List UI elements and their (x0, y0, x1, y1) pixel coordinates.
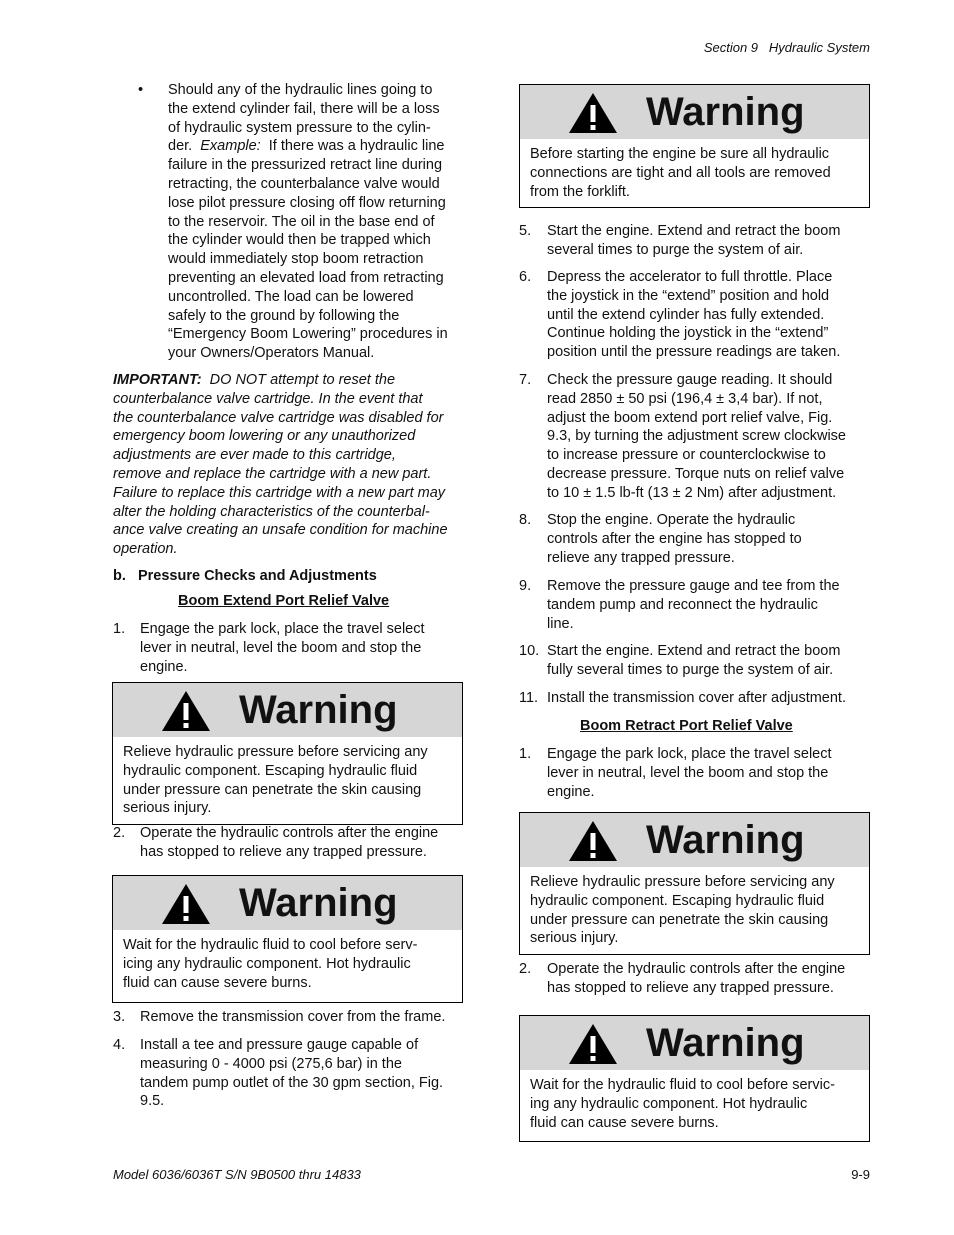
text-line: Engage the park lock, place the travel select (547, 746, 832, 762)
text-line: Before starting the engine be sure all hydraulic (530, 146, 830, 162)
step-number: 10. (519, 643, 540, 659)
text-line: retracting, the counterbalance valve would (168, 175, 440, 192)
text-span: If there was a hydraulic line (260, 138, 445, 155)
subheading-retract: Boom Retract Port Relief Valve (580, 718, 793, 734)
step-3-text (140, 1008, 480, 1027)
text-line: emergency boom lowering or any unauthorized (113, 428, 416, 445)
text-line: the joystick in the “extend” position and hold (547, 287, 830, 304)
text-line: uncontrolled. The load can be lowered (168, 288, 414, 305)
subheading-extend: Boom Extend Port Relief Valve (178, 593, 390, 609)
bullet-dot: • (138, 82, 144, 98)
text-line: Wait for the hydraulic fluid to cool before serv- (123, 937, 418, 953)
text-line: hydraulic component. Escaping hydraulic fluid (530, 892, 825, 909)
text-line (113, 371, 483, 390)
step-number: 9. (519, 578, 532, 594)
text-line: Operate the hydraulic controls after the engine (547, 961, 846, 977)
step-number: 7. (519, 372, 532, 388)
retract-step-2-text (547, 960, 877, 998)
text-line: tandem pump and reconnect the hydraulic (547, 596, 818, 613)
warning-box (112, 875, 463, 1003)
text-line: would immediately stop boom retraction (168, 251, 424, 268)
step-number: 2. (113, 825, 126, 841)
text-line: preventing an elevated load from retracting (168, 269, 444, 286)
text-line: Operate the hydraulic controls after the engine (140, 825, 439, 841)
text-line: the cylinder would then be trapped which (168, 232, 431, 249)
warning-triangle-icon (568, 820, 618, 862)
text-line: lose pilot pressure closing off flow returning (168, 194, 446, 211)
step-9-text (547, 577, 877, 633)
text-line: Install a tee and pressure gauge capable of (140, 1037, 419, 1053)
step-2-text (140, 824, 480, 862)
warning-title: Warning (239, 688, 398, 732)
text-line: safely to the ground by following the (168, 307, 400, 324)
text-line: Start the engine. Extend and retract the boom (547, 223, 841, 239)
step-number: 3. (113, 1009, 126, 1025)
text-line: Start the engine. Extend and retract the boom (547, 643, 841, 659)
text-line: Install the transmission cover after adjustment. (547, 690, 846, 706)
text-line: the counterbalance valve cartridge was disabled for (113, 409, 444, 426)
bullet-paragraph (168, 81, 478, 363)
important-note (113, 371, 483, 559)
text-line: measuring 0 - 4000 psi (275,6 bar) in the (140, 1055, 402, 1072)
footer-model: Model 6036/6036T S/N 9B0500 thru 14833 (113, 1167, 361, 1182)
text-line: relieve any trapped pressure. (547, 549, 735, 566)
text-line: counterbalance valve cartridge. In the event that (113, 390, 423, 407)
step-10-text (547, 642, 877, 680)
text-line: Wait for the hydraulic fluid to cool before servic- (530, 1077, 835, 1093)
text-span: DO NOT attempt to reset the (201, 372, 396, 388)
text-line: serious injury. (530, 930, 619, 947)
text-line: position until the pressure readings are taken. (547, 344, 841, 361)
warning-title: Warning (646, 818, 805, 862)
text-line: 9.3, by turning the adjustment screw clockwise (547, 428, 846, 445)
warning-title: Warning (646, 90, 805, 134)
text-line: serious injury. (123, 800, 212, 817)
text-line: lever in neutral, level the boom and stop the (547, 764, 829, 781)
text-line: of hydraulic system pressure to the cylin- (168, 119, 431, 136)
step-7-text (547, 371, 877, 503)
text-line: hydraulic component. Escaping hydraulic fluid (123, 762, 418, 779)
warning-box (519, 812, 870, 955)
step-number: 6. (519, 269, 532, 285)
example-label: Example: (200, 138, 261, 155)
step-8-text (547, 511, 877, 567)
text-line: fluid can cause severe burns. (530, 1114, 719, 1131)
text-line: line. (547, 615, 574, 632)
text-line: your Owners/Operators Manual. (168, 345, 375, 362)
text-line: Depress the accelerator to full throttle. Place (547, 269, 833, 285)
step-number: 4. (113, 1037, 126, 1053)
step-number: 8. (519, 512, 532, 528)
warning-title: Warning (646, 1021, 805, 1065)
text-line: adjust the boom extend port relief valve, Fig. (547, 409, 833, 426)
text-line: has stopped to relieve any trapped pressure. (547, 979, 834, 996)
text-line: Remove the pressure gauge and tee from the (547, 578, 840, 594)
text-line: from the forklift. (530, 183, 630, 200)
warning-box (112, 682, 463, 825)
warning-title: Warning (239, 881, 398, 925)
warning-header (520, 813, 869, 867)
text-line: until the extend cylinder has fully extended. (547, 306, 825, 323)
warning-header (113, 683, 462, 737)
text-line: lever in neutral, level the boom and stop the (140, 639, 422, 656)
text-line: alter the holding characteristics of the counterbal- (113, 503, 430, 520)
page-header: Section 9 Hydraulic System (703, 40, 870, 55)
warning-triangle-icon (568, 1023, 618, 1065)
text-line: icing any hydraulic component. Hot hydraulic (123, 955, 411, 972)
warning-triangle-icon (161, 690, 211, 732)
step-1-text (140, 620, 480, 676)
text-line: under pressure can penetrate the skin causing (123, 781, 422, 798)
text-line: to the reservoir. The oil in the base end of (168, 213, 435, 230)
text-span: der. (168, 138, 201, 155)
text-line: Relieve hydraulic pressure before servicing any (530, 874, 835, 890)
text-line: operation. (113, 541, 178, 558)
retract-step-1-text (547, 745, 877, 801)
step-4-text (140, 1036, 480, 1111)
warning-text (113, 930, 462, 1000)
text-line: controls after the engine has stopped to (547, 530, 802, 547)
text-line: failure in the pressurized retract line during (168, 157, 443, 174)
warning-triangle-icon (161, 883, 211, 925)
text-line: to 10 ± 1.5 lb-ft (13 ± 2 Nm) after adjustment. (547, 484, 837, 501)
page-number: 9-9 (851, 1167, 870, 1182)
step-number: 1. (113, 621, 126, 637)
text-line: Check the pressure gauge reading. It should (547, 372, 833, 388)
text-line: tandem pump outlet of the 30 gpm section, Fig. (140, 1074, 444, 1091)
step-11-text (547, 689, 877, 708)
step-number: 1. (519, 746, 532, 762)
warning-text (520, 867, 869, 956)
step-5-text (547, 222, 877, 260)
text-line: has stopped to relieve any trapped pressure. (140, 843, 427, 860)
text-line (168, 137, 478, 156)
text-line: fluid can cause severe burns. (123, 974, 312, 991)
text-line: read 2850 ± 50 psi (196,4 ± 3,4 bar). If not, (547, 390, 823, 407)
warning-text (520, 139, 869, 209)
text-line: ance valve creating an unsafe condition for machine (113, 522, 448, 539)
warning-triangle-icon (568, 92, 618, 134)
important-label: IMPORTANT: (113, 372, 202, 388)
text-line: Remove the transmission cover from the frame. (140, 1009, 446, 1025)
text-line: Stop the engine. Operate the hydraulic (547, 512, 796, 528)
text-line: the extend cylinder fail, there will be a loss (168, 100, 440, 117)
text-line: adjustments are ever made to this cartridge, (113, 447, 396, 464)
warning-text (113, 737, 462, 826)
text-line: under pressure can penetrate the skin causing (530, 911, 829, 928)
text-line: connections are tight and all tools are removed (530, 164, 831, 181)
text-line: engine. (140, 658, 188, 675)
text-line: fully several times to purge the system of air. (547, 661, 834, 678)
text-line: “Emergency Boom Lowering” procedures in (168, 326, 448, 343)
text-line: Relieve hydraulic pressure before servicing any (123, 744, 428, 760)
text-line: to increase pressure or counterclockwise to (547, 447, 826, 464)
step-6-text (547, 268, 877, 362)
text-line: several times to purge the system of air. (547, 241, 804, 258)
step-number: 5. (519, 223, 532, 239)
warning-text (520, 1070, 869, 1140)
text-line: 9.5. (140, 1093, 165, 1110)
warning-header (520, 1016, 869, 1070)
text-line: Should any of the hydraulic lines going to (168, 82, 433, 98)
text-line: Failure to replace this cartridge with a new part may (113, 484, 446, 501)
warning-box (519, 1015, 870, 1142)
text-line: Engage the park lock, place the travel select (140, 621, 425, 637)
warning-box (519, 84, 870, 208)
step-number: 11. (519, 690, 539, 706)
text-line: engine. (547, 783, 595, 800)
step-number: 2. (519, 961, 532, 977)
text-line: ing any hydraulic component. Hot hydraulic (530, 1095, 808, 1112)
warning-header (113, 876, 462, 930)
warning-header (520, 85, 869, 139)
text-line: remove and replace the cartridge with a new part. (113, 465, 432, 482)
text-line: decrease pressure. Torque nuts on relief valve (547, 465, 845, 482)
section-heading-b: b. Pressure Checks and Adjustments (113, 568, 377, 584)
text-line: Continue holding the joystick in the “extend” (547, 325, 829, 342)
